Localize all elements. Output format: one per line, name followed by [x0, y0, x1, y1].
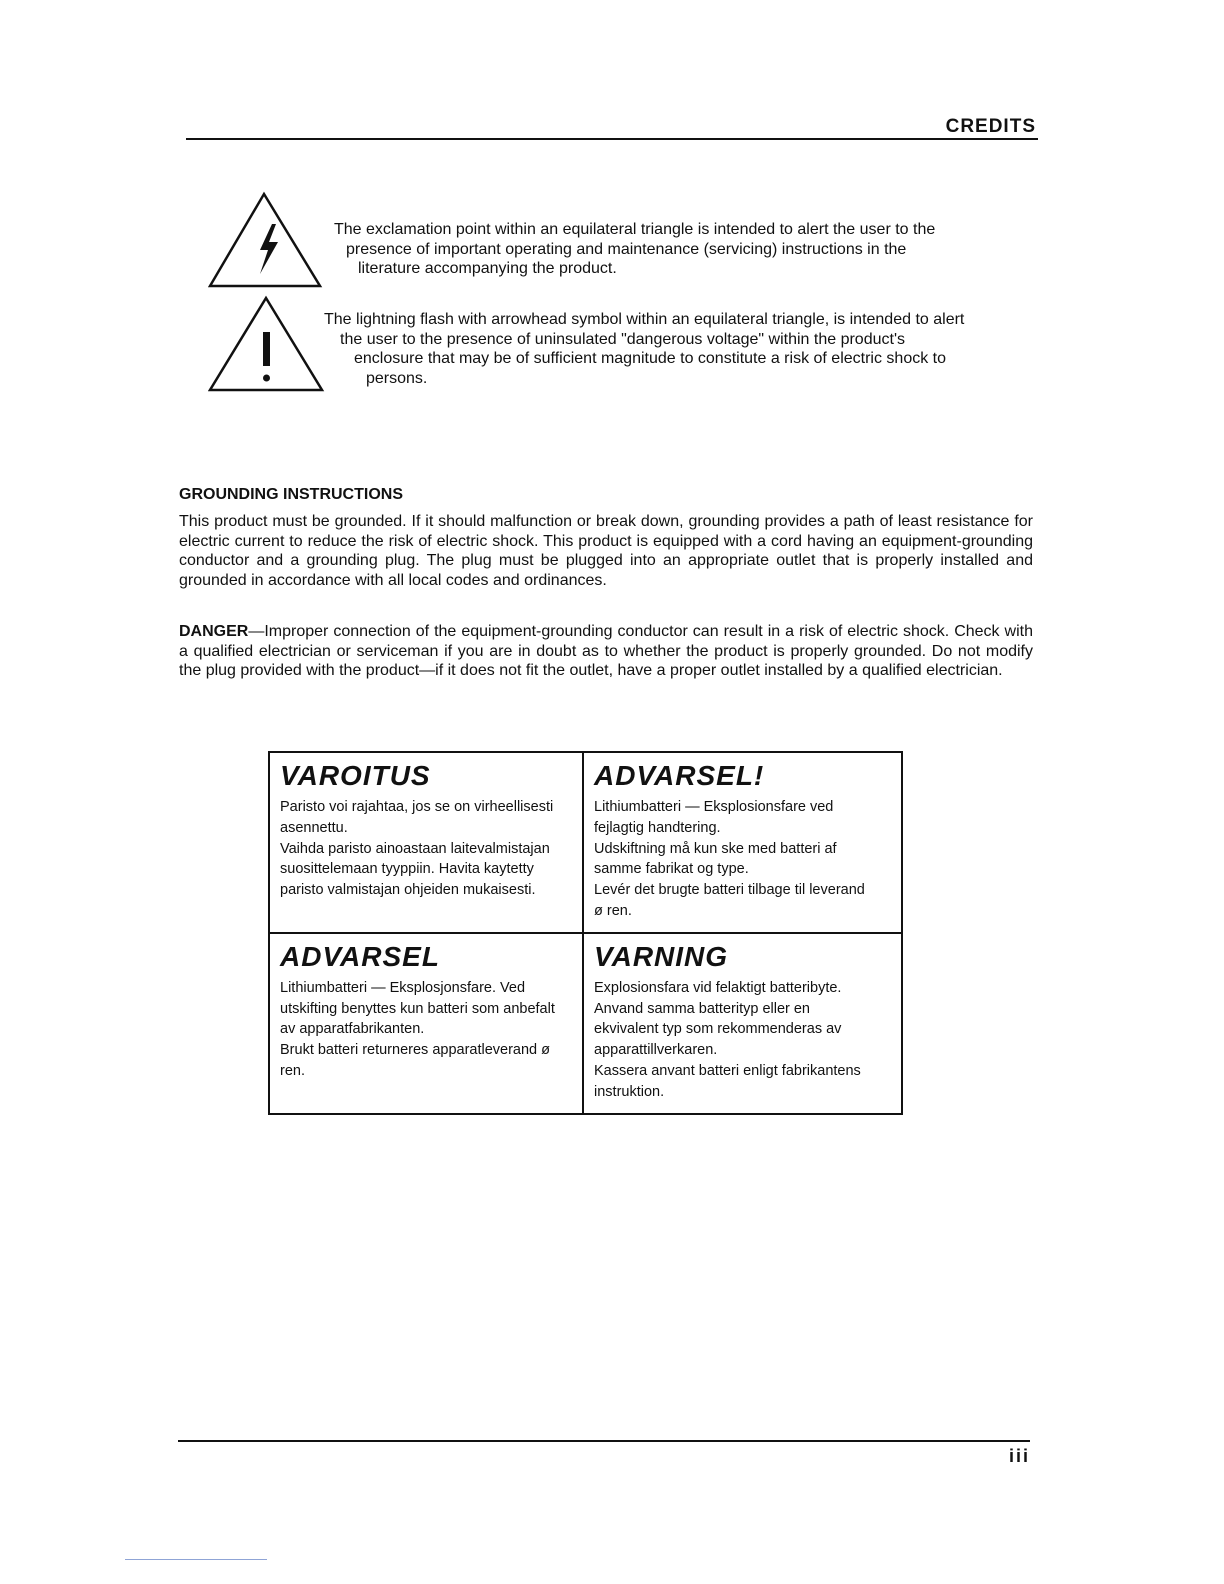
- danger-paragraph: [179, 622, 1033, 681]
- symbol-description-2: [324, 310, 1032, 388]
- exclamation-triangle-icon: [208, 294, 326, 394]
- grounding-body: This product must be grounded. If it should malfunction or break down, grounding provides a path of least resistance for electric current to reduce the risk of electric shock. This product is equipped with a cord having an equipment-grounding conductor and a grounding plug. The plug must be plugged into an appropriate outlet that is properly installed and grounded in accordance with all local codes and ordinances.: [179, 513, 1033, 589]
- notice-title: VARNING: [594, 940, 729, 972]
- grounding-title: GROUNDING INSTRUCTIONS: [179, 486, 403, 503]
- header-rule: [186, 138, 1038, 140]
- symbol-description-1: [334, 220, 1032, 279]
- notice-finnish: [269, 752, 583, 933]
- notice-body: Paristo voi rajahtaa, jos se on virheellisesti asennettu. Vaihda paristo ainoastaan laitevalmistajan suosittelemaan tyyppiin. Havita kaytetty paristo valmistajan ohjeiden mukaisesti.: [280, 799, 554, 899]
- symbol-1-line-3: literature accompanying the product.: [358, 260, 617, 277]
- page-number: iii: [1008, 1446, 1030, 1466]
- notice-body: Lithiumbatteri — Eksplosjonsfare. Ved utskifting benyttes kun batteri som anbefalt av apparatfabrikanten. Brukt batteri returneres apparatleverand ø ren.: [280, 979, 555, 1079]
- symbol-1-line-2: presence of important operating and maintenance (servicing) instructions in the: [346, 240, 907, 258]
- table-row: [269, 752, 902, 933]
- notice-danish: [583, 752, 902, 933]
- symbol-2-line-2: the user to the presence of uninsulated "dangerous voltage" within the product's: [340, 330, 905, 348]
- symbol-2-line-3: enclosure that may be of sufficient magnitude to constitute a risk of electric shock to: [354, 350, 947, 367]
- notice-title: ADVARSEL!: [594, 760, 765, 791]
- symbol-2-line-4: persons.: [366, 369, 428, 387]
- notice-body: Lithiumbatteri — Eksplosionsfare ved fejlagtig handtering. Udskiftning må kun ske med batteri af samme fabrikat og type. Levér det brugte batteri tilbage til leverand ø ren.: [594, 799, 865, 919]
- scan-artifact-line: [125, 1559, 267, 1560]
- notice-swedish: [583, 933, 902, 1114]
- notice-title: ADVARSEL: [280, 940, 440, 972]
- table-row: [269, 933, 902, 1114]
- notice-title: VAROITUS: [280, 760, 431, 791]
- notice-norwegian: [269, 933, 583, 1114]
- notice-body: Explosionsfara vid felaktigt batteribyte. Anvand samma batterityp eller en ekvivalent typ som rekommenderas av apparattillverkaren. Kassera anvant batteri enligt fabrikantens instruktion.: [594, 979, 861, 1100]
- lightning-triangle-icon: [208, 190, 324, 290]
- danger-label: DANGER: [179, 623, 249, 640]
- battery-warnings-table: [268, 751, 903, 1115]
- symbol-2-line-1: The lightning flash with arrowhead symbol within an equilateral triangle, is intended to alert: [324, 311, 965, 328]
- symbol-1-line-1: The exclamation point within an equilateral triangle is intended to alert the user to the: [334, 221, 936, 238]
- page-title: CREDITS: [945, 116, 1036, 137]
- danger-body: —Improper connection of the equipment-grounding conductor can result in a risk of electric shock. Check with a qualified electrician or serviceman if you are in doubt as to whether the product is properly grounded. Do not modify the plug provided with the product—if it does not fit the outlet, have a proper outlet installed by a qualified electrician.: [179, 623, 1033, 679]
- footer-rule: [178, 1440, 1030, 1442]
